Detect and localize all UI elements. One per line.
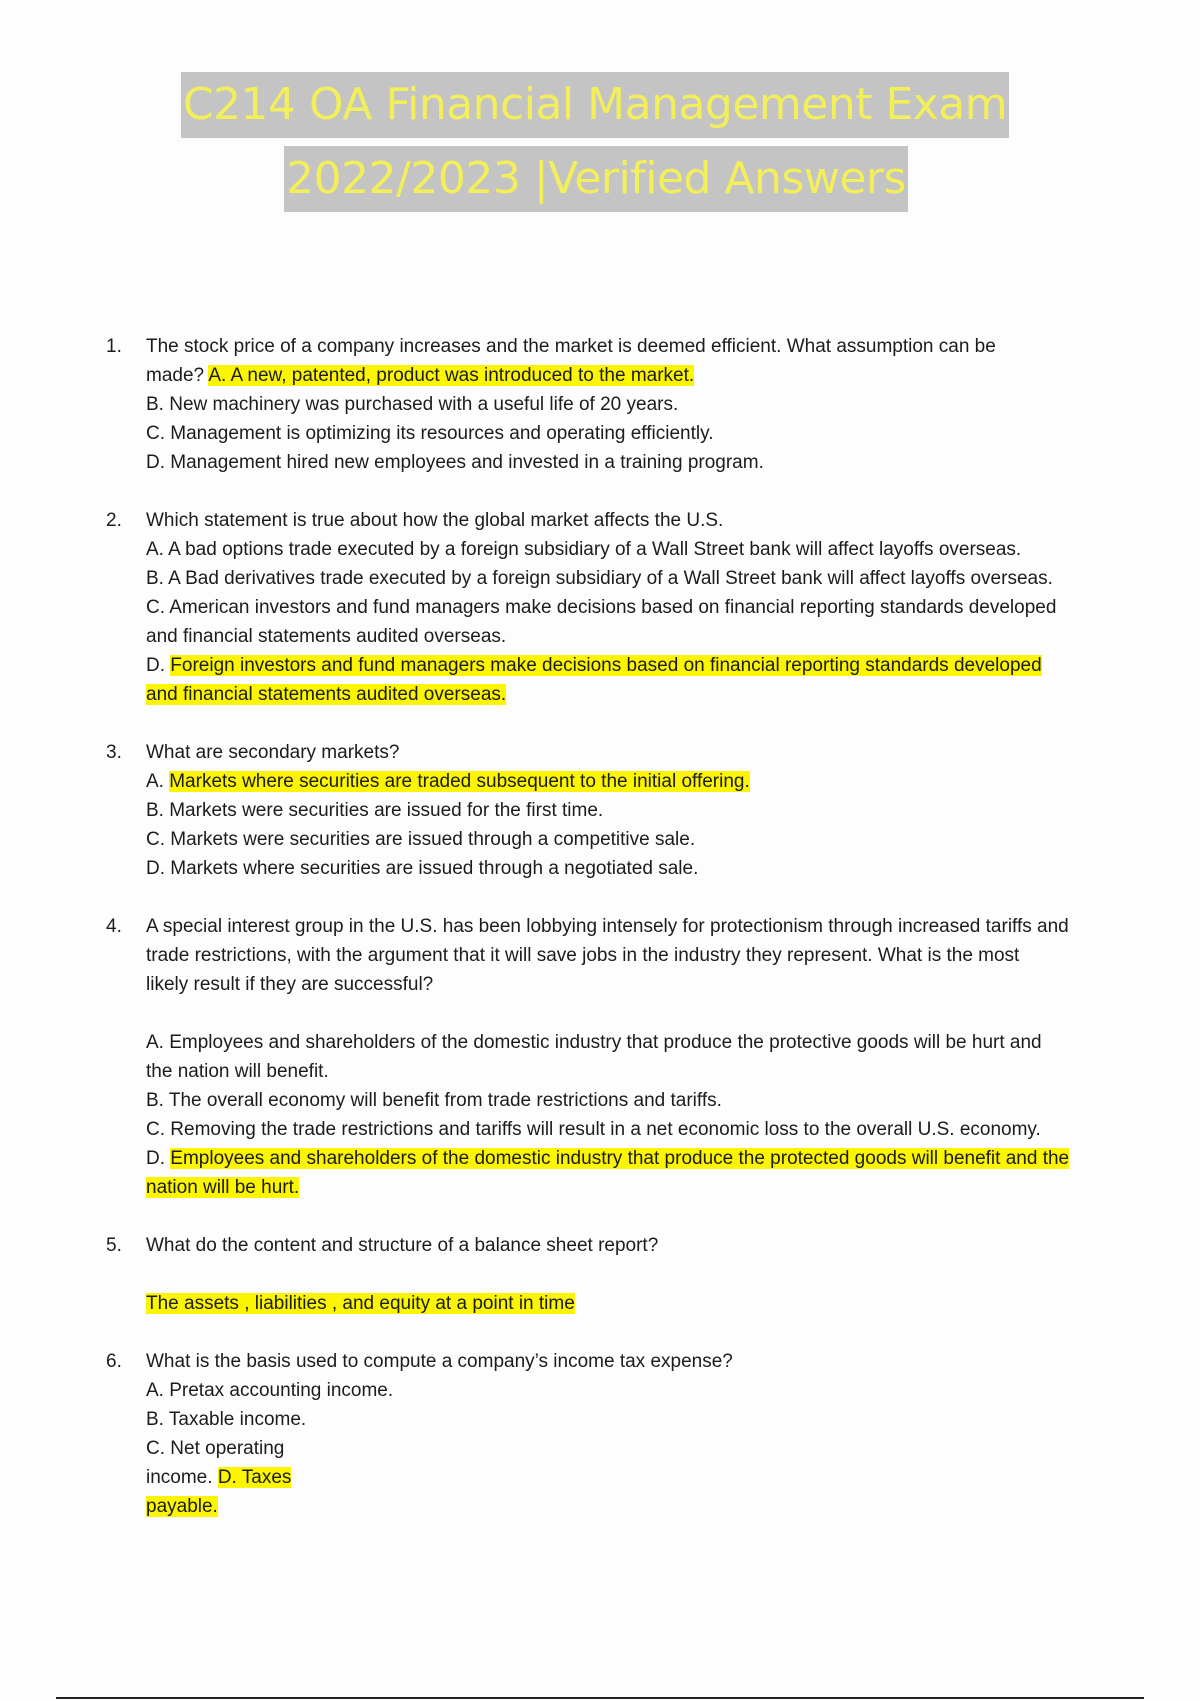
correct-answer-line xyxy=(146,767,1146,796)
question-1 xyxy=(106,332,1146,477)
answer-letter: D. xyxy=(146,655,171,676)
question-stem: What do the content and structure of a balance sheet report? xyxy=(146,1235,659,1256)
title-line-2: 2022/2023 |Verified Answers xyxy=(284,146,908,212)
answer-option: C. Net operating xyxy=(146,1438,285,1459)
correct-answer-highlight: Employees and shareholders of the domestic industry that produce the protected goods will benefit and the xyxy=(170,1148,1070,1169)
question-5 xyxy=(106,1231,1146,1318)
correct-answer-highlight: Foreign investors and fund managers make decisions based on financial reporting standards developed xyxy=(170,655,1042,676)
answer-option: A. A bad options trade executed by a foreign subsidiary of a Wall Street bank will affect layoffs overseas. xyxy=(146,539,1022,560)
answer-option-continued: and financial statements audited overseas. xyxy=(146,626,507,647)
question-number: 5. xyxy=(106,1235,122,1256)
correct-answer-line-continued xyxy=(146,680,1146,709)
answer-option: C. Removing the trade restrictions and tariffs will result in a net economic loss to the overall U.S. economy. xyxy=(146,1119,1041,1140)
question-stem-end: made? xyxy=(146,365,209,386)
correct-answer-highlight: A. A new, patented, product was introduced to the market. xyxy=(208,365,695,386)
answer-option: B. A Bad derivatives trade executed by a foreign subsidiary of a Wall Street bank will affect layoffs overseas. xyxy=(146,568,1053,589)
answer-letter: A. xyxy=(146,771,170,792)
answer-option: C. Markets were securities are issued through a competitive sale. xyxy=(146,829,696,850)
question-number: 6. xyxy=(106,1351,122,1372)
answer-option: B. Taxable income. xyxy=(146,1409,307,1430)
question-number: 3. xyxy=(106,742,122,763)
question-number: 2. xyxy=(106,510,122,531)
correct-answer-line-continued xyxy=(146,1492,1146,1521)
correct-answer-highlight: payable. xyxy=(146,1496,218,1517)
question-4 xyxy=(106,912,1146,1202)
correct-answer-highlight: and financial statements audited overseas. xyxy=(146,684,507,705)
correct-answer-line xyxy=(146,1463,1146,1492)
correct-answer-highlight: nation will be hurt. xyxy=(146,1177,300,1198)
answer-option: B. Markets were securities are issued for the first time. xyxy=(146,800,604,821)
answer-option: B. The overall economy will benefit from trade restrictions and tariffs. xyxy=(146,1090,722,1111)
blank-line xyxy=(146,1260,1146,1289)
question-stem: A special interest group in the U.S. has been lobbying intensely for protectionism through increased tariffs and xyxy=(146,916,1069,937)
answer-option: D. Markets where securities are issued through a negotiated sale. xyxy=(146,858,699,879)
document-title xyxy=(0,72,1180,212)
answer-option-continued: income. xyxy=(146,1467,218,1488)
answer-option: A. Pretax accounting income. xyxy=(146,1380,394,1401)
question-number: 4. xyxy=(106,916,122,937)
question-2 xyxy=(106,506,1146,709)
question-stem: The stock price of a company increases and the market is deemed efficient. What assumption can be xyxy=(146,336,996,357)
correct-answer-line-continued xyxy=(146,1173,1146,1202)
correct-answer-line xyxy=(146,1144,1146,1173)
answer-letter: D. xyxy=(146,1148,171,1169)
answer-option: D. Management hired new employees and invested in a training program. xyxy=(146,452,764,473)
answer-option: C. Management is optimizing its resources and operating efficiently. xyxy=(146,423,714,444)
answer-option-continued: the nation will benefit. xyxy=(146,1061,329,1082)
correct-answer-highlight: D. Taxes xyxy=(217,1467,292,1488)
question-stem-continued xyxy=(146,361,1146,390)
question-number: 1. xyxy=(106,336,122,357)
correct-answer-line xyxy=(146,651,1146,680)
title-line-1: C214 OA Financial Management Exam xyxy=(181,72,1009,138)
answer-option: A. Employees and shareholders of the domestic industry that produce the protective goods will be hurt and xyxy=(146,1032,1042,1053)
correct-answer-line xyxy=(146,1289,1146,1318)
correct-answer-highlight: Markets where securities are traded subsequent to the initial offering. xyxy=(169,771,750,792)
question-stem: What are secondary markets? xyxy=(146,742,400,763)
blank-line xyxy=(146,999,1146,1028)
question-list xyxy=(106,332,1146,1550)
question-stem: Which statement is true about how the global market affects the U.S. xyxy=(146,510,724,531)
question-3 xyxy=(106,738,1146,883)
answer-option: B. New machinery was purchased with a useful life of 20 years. xyxy=(146,394,679,415)
question-6 xyxy=(106,1347,1146,1521)
answer-option: C. American investors and fund managers make decisions based on financial reporting standards developed xyxy=(146,597,1057,618)
footer-divider xyxy=(56,1697,1144,1699)
question-stem: What is the basis used to compute a company’s income tax expense? xyxy=(146,1351,733,1372)
question-stem-continued: trade restrictions, with the argument that it will save jobs in the industry they represent. What is the most xyxy=(146,945,1020,966)
correct-answer-highlight: The assets , liabilities , and equity at a point in time xyxy=(146,1293,575,1314)
question-stem-continued: likely result if they are successful? xyxy=(146,974,434,995)
